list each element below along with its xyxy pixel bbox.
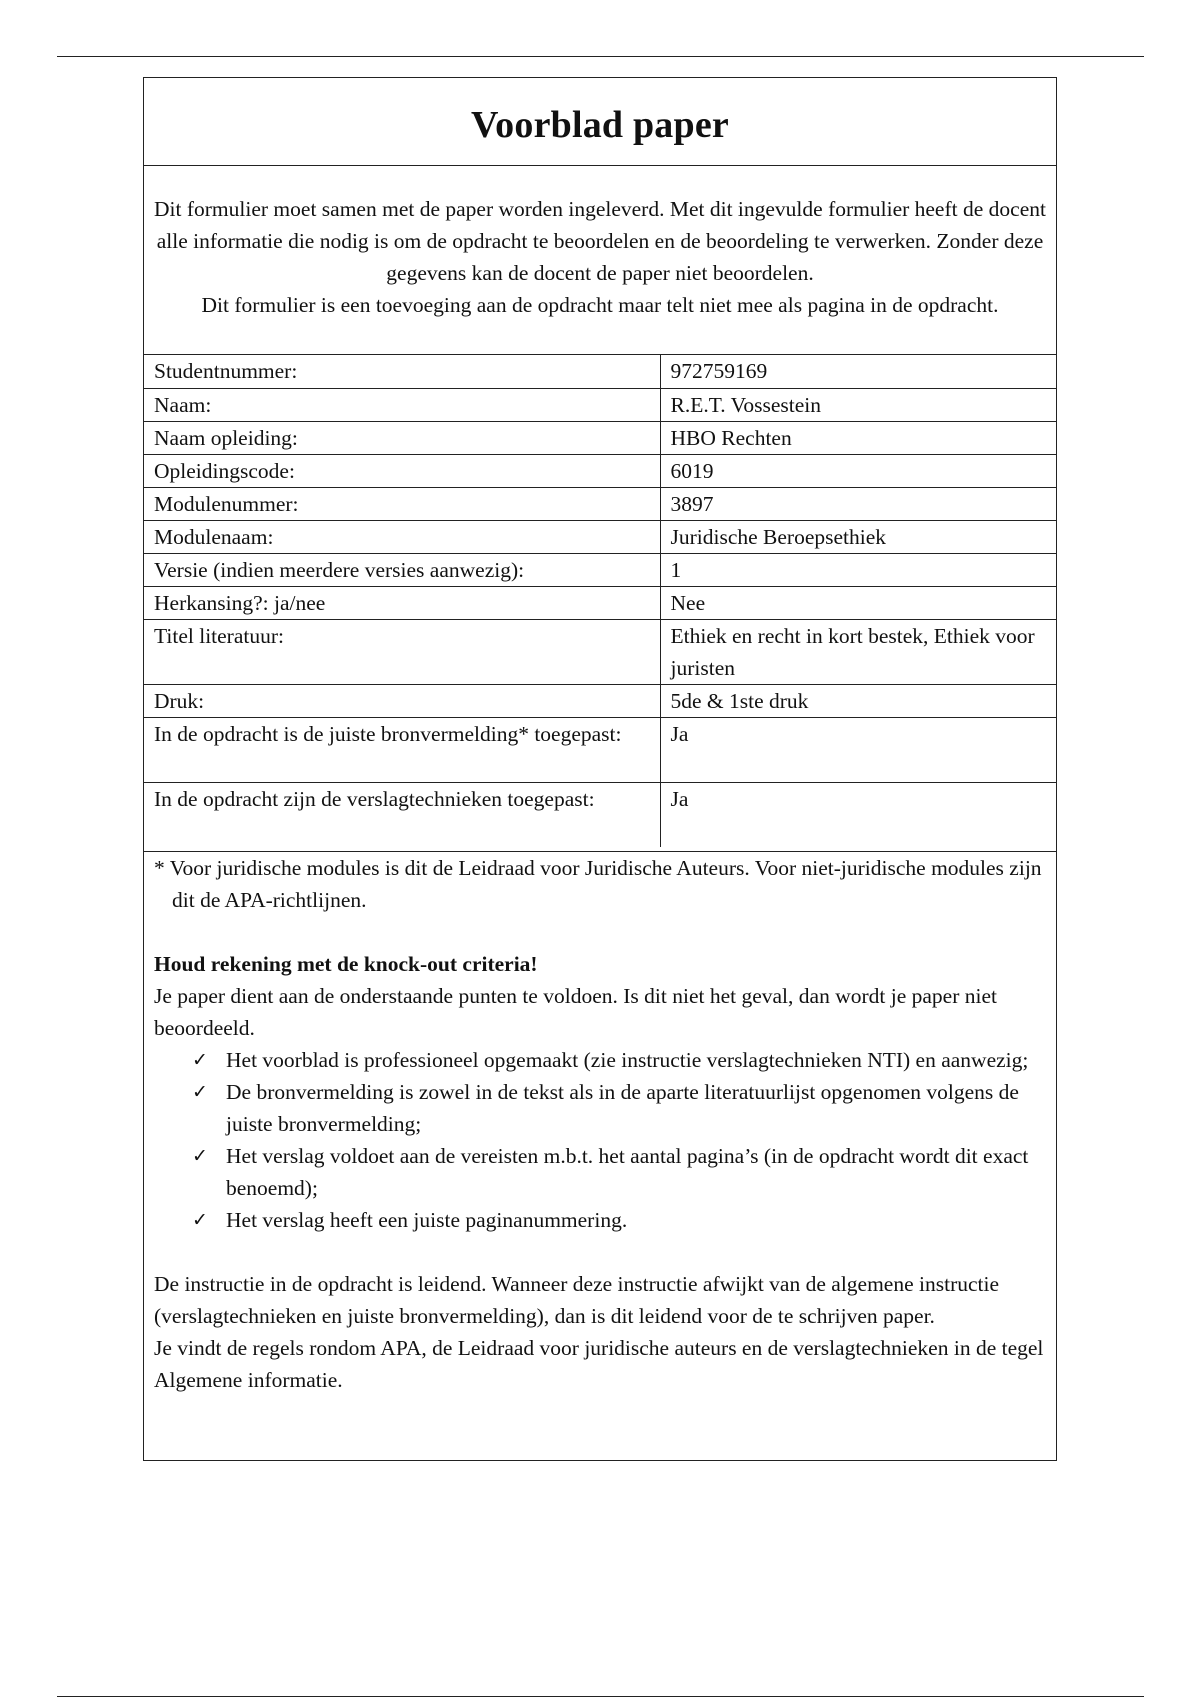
field-value-naam-opleiding: HBO Rechten xyxy=(660,421,1056,454)
list-item xyxy=(192,1076,1046,1140)
field-value-druk: 5de & 1ste druk xyxy=(660,684,1056,717)
criterion-text: Het verslag heeft een juiste paginanummering. xyxy=(226,1208,628,1232)
table-row xyxy=(144,782,1056,847)
knockout-heading: Houd rekening met de knock-out criteria! xyxy=(154,952,538,976)
field-value-verslagtechnieken: Ja xyxy=(660,782,1056,847)
notes-cell xyxy=(144,851,1056,1462)
rules-paragraph: Je vindt de regels rondom APA, de Leidraad voor juridische auteurs en de verslagtechnieken in de tegel Algemene informatie. xyxy=(154,1336,1044,1392)
table-row xyxy=(144,421,1056,454)
student-info-table xyxy=(144,355,1056,847)
field-value-versie: 1 xyxy=(660,553,1056,586)
field-value-modulenummer: 3897 xyxy=(660,487,1056,520)
field-label-opleidingscode: Opleidingscode: xyxy=(144,454,660,487)
field-label-herkansing: Herkansing?: ja/nee xyxy=(144,586,660,619)
field-label-druk: Druk: xyxy=(144,684,660,717)
page-title: Voorblad paper xyxy=(471,103,729,146)
field-value-modulenaam: Juridische Beroepsethiek xyxy=(660,520,1056,553)
cover-sheet-form xyxy=(143,77,1057,1461)
spacer xyxy=(154,916,1046,948)
table-row xyxy=(144,619,1056,684)
field-label-bronvermelding: In de opdracht is de juiste bronvermelding* toegepast: xyxy=(144,717,660,782)
field-label-modulenummer: Modulenummer: xyxy=(144,487,660,520)
field-label-studentnummer: Studentnummer: xyxy=(144,355,660,388)
spacer xyxy=(154,1236,1046,1268)
table-row xyxy=(144,454,1056,487)
table-row xyxy=(144,553,1056,586)
field-label-modulenaam: Modulenaam: xyxy=(144,520,660,553)
footer-rule xyxy=(57,1696,1144,1697)
field-label-versie: Versie (indien meerdere versies aanwezig): xyxy=(144,553,660,586)
criterion-text: Het verslag voldoet aan de vereisten m.b.t. het aantal pagina’s (in de opdracht wordt dit exact benoemd); xyxy=(226,1144,1029,1200)
list-item xyxy=(192,1204,1046,1236)
field-value-bronvermelding: Ja xyxy=(660,717,1056,782)
list-item xyxy=(192,1044,1046,1076)
instruction-paragraph: De instructie in de opdracht is leidend. Wanneer deze instructie afwijkt van de algemene instructie (verslagtechnieken en juiste bronvermelding), dan is dit leidend voor de te schrijven paper. xyxy=(154,1272,1000,1328)
table-row xyxy=(144,520,1056,553)
criterion-text: De bronvermelding is zowel in de tekst als in de aparte literatuurlijst opgenomen volgens de juiste bronvermelding; xyxy=(226,1080,1019,1136)
field-label-titel-literatuur: Titel literatuur: xyxy=(144,619,660,684)
checkmark-icon: ✓ xyxy=(192,1081,208,1103)
field-label-naam: Naam: xyxy=(144,388,660,421)
table-row xyxy=(144,684,1056,717)
footnote: * Voor juridische modules is dit de Leidraad voor Juridische Auteurs. Voor niet-juridische modules zijn dit de APA-richtlijnen. xyxy=(154,856,1042,912)
title-cell xyxy=(144,78,1056,166)
field-value-titel-literatuur: Ethiek en recht in kort bestek, Ethiek voor juristen xyxy=(660,619,1056,684)
table-row xyxy=(144,487,1056,520)
knockout-intro: Je paper dient aan de onderstaande punten te voldoen. Is dit niet het geval, dan wordt je paper niet beoordeeld. xyxy=(154,984,997,1040)
intro-paragraph-1: Dit formulier moet samen met de paper worden ingeleverd. Met dit ingevulde formulier heeft de docent alle informatie die nodig is om de opdracht te beoordelen en de beoordeling te verwerken. Zonder deze gegevens kan de docent de paper niet beoordelen. xyxy=(154,197,1046,285)
knockout-criteria-list xyxy=(154,1044,1046,1236)
table-row xyxy=(144,586,1056,619)
criterion-text: Het voorblad is professioneel opgemaakt (zie instructie verslagtechnieken NTI) en aanwezig; xyxy=(226,1048,1029,1072)
table-row xyxy=(144,717,1056,782)
intro-cell xyxy=(144,166,1056,355)
table-row xyxy=(144,388,1056,421)
header-rule xyxy=(57,56,1144,57)
field-label-naam-opleiding: Naam opleiding: xyxy=(144,421,660,454)
field-label-verslagtechnieken: In de opdracht zijn de verslagtechnieken toegepast: xyxy=(144,782,660,847)
intro-paragraph-2: Dit formulier is een toevoeging aan de opdracht maar telt niet mee als pagina in de opdracht. xyxy=(201,293,999,317)
table-row xyxy=(144,355,1056,388)
list-item xyxy=(192,1140,1046,1204)
field-value-opleidingscode: 6019 xyxy=(660,454,1056,487)
field-value-naam: R.E.T. Vossestein xyxy=(660,388,1056,421)
checkmark-icon: ✓ xyxy=(192,1209,208,1231)
checkmark-icon: ✓ xyxy=(192,1145,208,1167)
field-value-studentnummer: 972759169 xyxy=(660,355,1056,388)
field-value-herkansing: Nee xyxy=(660,586,1056,619)
checkmark-icon: ✓ xyxy=(192,1049,208,1071)
